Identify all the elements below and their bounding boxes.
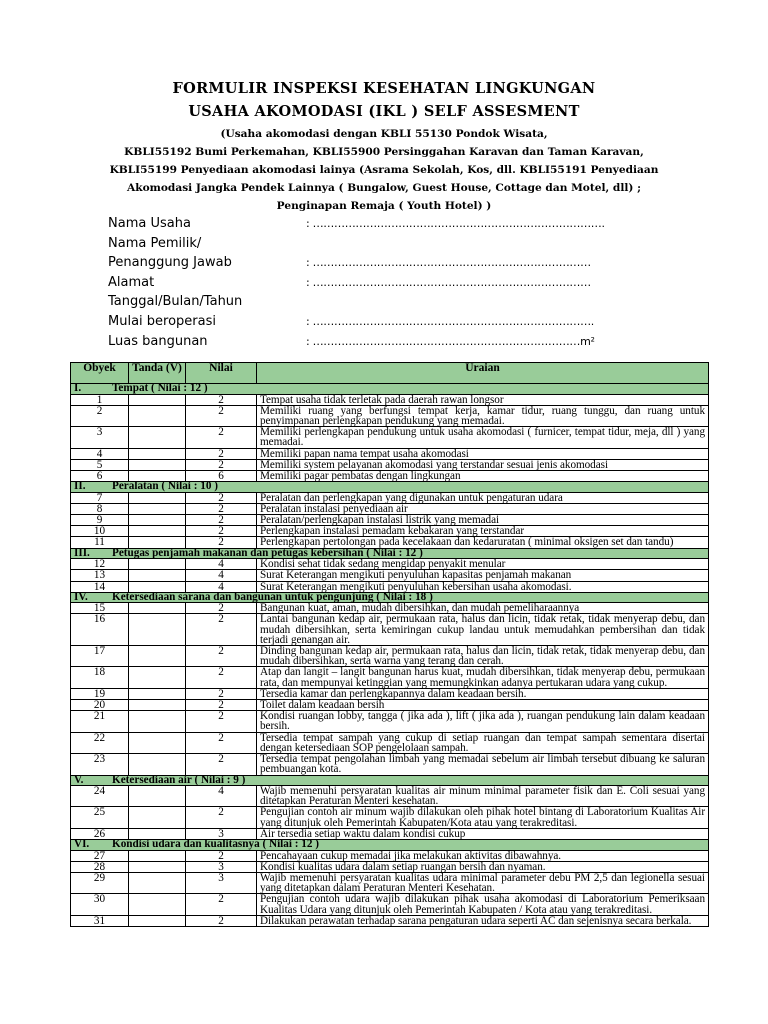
section-row: [71, 840, 709, 851]
item-description: Peralatan/perlengkapan instalasi listrik yang memadai: [257, 515, 709, 526]
field-label: Nama Usaha: [108, 216, 191, 231]
item-description: Perlengkapan pertolongan pada kecelakaan dan kedaruratan ( minimal oksigen set dan tandu): [257, 537, 709, 548]
item-score: 3: [186, 861, 257, 872]
tanda-checkbox-cell[interactable]: [129, 894, 186, 915]
form-scope-line: (Usaha akomodasi dengan KBLI 55130 Pondok Wisata,: [220, 128, 548, 140]
header-uraian: Uraian: [257, 363, 709, 384]
item-description: Toilet dalam keadaan bersih: [257, 700, 709, 711]
item-score: 2: [186, 492, 257, 503]
identity-fields: [108, 214, 668, 351]
item-number: 7: [71, 492, 129, 503]
item-score: 2: [186, 850, 257, 861]
item-number: 10: [71, 526, 129, 537]
tanda-checkbox-cell[interactable]: [129, 570, 186, 581]
item-number: 24: [71, 786, 129, 807]
item-score: 2: [186, 515, 257, 526]
table-row: [71, 526, 709, 537]
item-description: Surat Keterangan mengikuti penyuluhan kebersihan usaha akomodasi.: [257, 581, 709, 592]
item-description: Air tersedia setiap waktu dalam kondisi cukup: [257, 828, 709, 839]
field-nama-pemilik: [108, 234, 668, 254]
item-description: Memiliki papan nama tempat usaha akomodasi: [257, 448, 709, 459]
item-score: 2: [186, 503, 257, 514]
header-obyek: Obyek: [71, 363, 129, 384]
item-description: Peralatan dan perlengkapan yang digunakan untuk pengaturan udara: [257, 492, 709, 503]
item-number: 18: [71, 667, 129, 688]
item-score: 2: [186, 667, 257, 688]
field-label: Alamat: [108, 274, 155, 290]
item-description: Memiliki system pelayanan akomodasi yang terstandar sesuai jenis akomodasi: [257, 459, 709, 470]
item-score: 2: [186, 537, 257, 548]
section-row: [71, 592, 709, 603]
table-row: [71, 559, 709, 570]
section-number: VI.: [74, 838, 90, 851]
item-number: 21: [71, 711, 129, 732]
item-score: 4: [186, 570, 257, 581]
item-description: Kondisi kualitas udara dalam setiap ruangan bersih dan nyaman.: [257, 861, 709, 872]
table-row: [71, 427, 709, 448]
field-label: Luas bangunan: [108, 333, 208, 349]
item-score: 2: [186, 754, 257, 775]
item-description: Atap dan langit – langit bangunan harus kuat, mudah dibersihkan, tidak menyerap debu, permukaan rata, dan mempunyai ketinggian yang memungkinkan adanya pertukaran udara yang cukup.: [257, 667, 709, 688]
table-row: [71, 807, 709, 828]
item-description: Memiliki perlengkapan pendukung untuk usaha akomodasi ( furnicer, tempat tidur, meja, dll ) yang memadai.: [257, 427, 709, 448]
item-number: 1: [71, 394, 129, 405]
item-number: 30: [71, 894, 129, 915]
inspection-table: [70, 362, 709, 927]
section-title: Kondisi udara dan kualitasnya ( Nilai : 12 ): [112, 838, 320, 851]
item-description: Kondisi sehat tidak sedang mengidap penyakit menular: [257, 559, 709, 570]
field-blank[interactable]: : ……………………………………………………………………: [306, 275, 591, 289]
tanda-checkbox-cell[interactable]: [129, 492, 186, 503]
section-row: [71, 775, 709, 786]
item-number: 15: [71, 603, 129, 614]
table-row: [71, 754, 709, 775]
tanda-checkbox-cell[interactable]: [129, 861, 186, 872]
item-description: Kondisi ruangan lobby, tangga ( jika ada ), lift ( jika ada ), ruangan pendukung lain dalam keadaan bersih.: [257, 711, 709, 732]
header-tanda: Tanda (V): [129, 363, 186, 384]
section-number: V.: [74, 773, 84, 786]
item-description: Tempat usaha tidak terletak pada daerah rawan longsor: [257, 394, 709, 405]
item-number: 3: [71, 427, 129, 448]
item-description: Pengujian contoh udara wajib dilakukan pihak usaha akomodasi di Laboratorium Pemeriksaan Kualitas Udara yang ditunjuk oleh Pemerintah Kabupaten / Kota atau yang terakreditasi.: [257, 894, 709, 915]
tanda-checkbox-cell[interactable]: [129, 614, 186, 646]
form-title: FORMULIR INSPEKSI KESEHATAN LINGKUNGAN: [172, 80, 596, 97]
table-row: [71, 614, 709, 646]
tanda-checkbox-cell[interactable]: [129, 526, 186, 537]
item-description: Wajib memenuhi persyaratan kualitas udara minimal parameter debu PM 2,5 dan legionella sesuai yang ditetapkan dalam Peraturan Menteri Kesehatan.: [257, 872, 709, 893]
item-score: 3: [186, 828, 257, 839]
item-description: Memiliki pagar pembatas dengan lingkungan: [257, 470, 709, 481]
section-heading: [71, 548, 709, 559]
item-score: 2: [186, 459, 257, 470]
section-title: Petugas penjamah makanan dan petugas kebersihan ( Nilai : 12 ): [112, 546, 423, 559]
item-number: 16: [71, 614, 129, 646]
item-number: 26: [71, 828, 129, 839]
item-description: Tersedia tempat pengolahan limbah yang memadai sebelum air limbah tersebut dibuang ke saluran pembuangan kota.: [257, 754, 709, 775]
item-score: 2: [186, 394, 257, 405]
item-description: Tersedia kamar dan perlengkapannya dalam keadaan bersih.: [257, 688, 709, 699]
item-score: 4: [186, 559, 257, 570]
tanda-checkbox-cell[interactable]: [129, 786, 186, 807]
tanda-checkbox-cell[interactable]: [129, 872, 186, 893]
table-row: [71, 700, 709, 711]
table-row: [71, 861, 709, 872]
item-score: 4: [186, 581, 257, 592]
item-number: 29: [71, 872, 129, 893]
form-scope-line: KBLI55192 Bumi Perkemahan, KBLI55900 Persinggahan Karavan dan Taman Karavan,: [124, 146, 644, 158]
item-description: Bangunan kuat, aman, mudah dibersihkan, dan mudah pemeliharaannya: [257, 603, 709, 614]
tanda-checkbox-cell[interactable]: [129, 850, 186, 861]
table-row: [71, 603, 709, 614]
field-nama-usaha: [108, 214, 668, 234]
item-description: Dilakukan perawatan terhadap sarana pengaturan udara seperti AC dan sejenisnya secara berkala.: [257, 915, 709, 926]
item-description: Pencahayaan cukup memadai jika melakukan aktivitas dibawahnya.: [257, 850, 709, 861]
item-score: 2: [186, 807, 257, 828]
field-blank[interactable]: : …………………………………………………………………….: [306, 314, 594, 328]
section-heading: [71, 592, 709, 603]
tanda-checkbox-cell[interactable]: [129, 405, 186, 426]
item-description: Memiliki ruang yang berfungsi tempat kerja, kamar tidur, ruang tunggu, dan ruang untuk penyimpanan perlengkapan pendukung yang memadai.: [257, 405, 709, 426]
section-heading: [71, 384, 709, 395]
item-number: 19: [71, 688, 129, 699]
tanda-checkbox-cell[interactable]: [129, 754, 186, 775]
table-row: [71, 786, 709, 807]
item-score: 2: [186, 700, 257, 711]
item-score: 2: [186, 614, 257, 646]
item-number: 28: [71, 861, 129, 872]
item-score: 2: [186, 405, 257, 426]
table-row: [71, 646, 709, 667]
field-blank[interactable]: : ……………………………………………………………………….: [306, 217, 605, 230]
tanda-checkbox-cell[interactable]: [129, 700, 186, 711]
item-score: 2: [186, 688, 257, 699]
field-blank[interactable]: : …………………………………………………………………m²: [306, 334, 595, 348]
table-row: [71, 732, 709, 753]
item-description: Pengujian contoh air minum wajib dilakukan oleh pihak hotel bintang di Laboratorium Kualitas Air yang ditunjuk oleh Pemerintah Kabupaten/Kota atau yang terakreditasi.: [257, 807, 709, 828]
table-row: [71, 405, 709, 426]
section-title: Ketersediaan air ( Nilai : 9 ): [112, 773, 246, 786]
section-row: [71, 548, 709, 559]
section-title: Peralatan ( Nilai : 10 ): [112, 480, 218, 493]
item-number: 9: [71, 515, 129, 526]
header-nilai: Nilai: [186, 363, 257, 384]
tanda-checkbox-cell[interactable]: [129, 448, 186, 459]
form-scope-line: KBLI55199 Penyediaan akomodasi lainya (Asrama Sekolah, Kos, dll. KBLI55191 Penyediaan: [109, 164, 659, 176]
field-label: Nama Pemilik/: [108, 235, 202, 251]
section-title: Ketersediaan sarana dan bangunan untuk pengunjung ( Nilai : 18 ): [112, 590, 433, 603]
tanda-checkbox-cell[interactable]: [129, 394, 186, 405]
field-mulai-beroperasi: [108, 312, 668, 332]
tanda-checkbox-cell[interactable]: [129, 559, 186, 570]
item-score: 2: [186, 894, 257, 915]
item-score: 2: [186, 448, 257, 459]
field-tanggal: [108, 292, 668, 312]
section-number: I.: [74, 382, 82, 394]
item-description: Surat Keterangan mengikuti penyuluhan kapasitas penjamah makanan: [257, 570, 709, 581]
item-score: 2: [186, 427, 257, 448]
item-description: Perlengkapan instalasi pemadam kebakaran yang terstandar: [257, 526, 709, 537]
table-row: [71, 894, 709, 915]
section-heading: [71, 840, 709, 851]
item-score: 2: [186, 915, 257, 926]
section-row: [71, 482, 709, 493]
item-number: 14: [71, 581, 129, 592]
item-number: 6: [71, 470, 129, 481]
tanda-checkbox-cell[interactable]: [129, 427, 186, 448]
item-number: 8: [71, 503, 129, 514]
table-header-row: [71, 363, 709, 384]
section-number: II.: [74, 480, 86, 493]
tanda-checkbox-cell[interactable]: [129, 515, 186, 526]
table-row: [71, 448, 709, 459]
section-row: [71, 384, 709, 395]
item-number: 13: [71, 570, 129, 581]
item-number: 31: [71, 915, 129, 926]
tanda-checkbox-cell[interactable]: [129, 503, 186, 514]
field-label: Mulai beroperasi: [108, 313, 216, 329]
table-row: [71, 850, 709, 861]
item-score: 4: [186, 786, 257, 807]
item-number: 2: [71, 405, 129, 426]
table-row: [71, 515, 709, 526]
form-scope-line: Penginapan Remaja ( Youth Hotel) ): [276, 200, 492, 212]
table-row: [71, 872, 709, 893]
item-number: 4: [71, 448, 129, 459]
field-alamat: [108, 273, 668, 293]
table-row: [71, 688, 709, 699]
field-penanggung-jawab: [108, 253, 668, 273]
tanda-checkbox-cell[interactable]: [129, 915, 186, 926]
item-number: 27: [71, 850, 129, 861]
tanda-checkbox-cell[interactable]: [129, 688, 186, 699]
item-number: 5: [71, 459, 129, 470]
item-score: 2: [186, 732, 257, 753]
item-score: 6: [186, 470, 257, 481]
item-description: Wajib memenuhi persyaratan kualitas air minum minimal parameter fisik dan E. Coli sesuai yang ditetapkan Peraturan Menteri kesehatan.: [257, 786, 709, 807]
tanda-checkbox-cell[interactable]: [129, 711, 186, 732]
field-label: Tanggal/Bulan/Tahun: [108, 294, 243, 310]
tanda-checkbox-cell[interactable]: [129, 732, 186, 753]
section-number: III.: [74, 546, 90, 559]
table-body: [71, 384, 709, 927]
field-luas-bangunan: [108, 332, 668, 352]
item-description: Tersedia tempat sampah yang cukup di setiap ruangan dan tempat sampah sementara disertai dengan ketersediaan SOP pengelolaan sampah.: [257, 732, 709, 753]
item-description: Peralatan instalasi penyediaan air: [257, 503, 709, 514]
table-row: [71, 667, 709, 688]
item-score: 2: [186, 646, 257, 667]
tanda-checkbox-cell[interactable]: [129, 807, 186, 828]
section-heading: [71, 775, 709, 786]
item-number: 17: [71, 646, 129, 667]
field-blank[interactable]: : ……………………………………………………………………: [306, 256, 591, 270]
item-description: Lantai bangunan kedap air, permukaan rata, halus dan licin, tidak retak, tidak menyerap debu, dan mudah dibersihkan, serta kemiringan cukup landau untuk memudahkan pembersihan dan tidak terjadi genangan air.: [257, 614, 709, 646]
table-row: [71, 711, 709, 732]
table-row: [71, 570, 709, 581]
item-number: 20: [71, 700, 129, 711]
item-score: 2: [186, 526, 257, 537]
field-label: Penanggung Jawab: [108, 255, 232, 271]
item-score: 2: [186, 711, 257, 732]
item-number: 11: [71, 537, 129, 548]
table-row: [71, 915, 709, 926]
item-number: 23: [71, 754, 129, 775]
tanda-checkbox-cell[interactable]: [129, 667, 186, 688]
item-score: 3: [186, 872, 257, 893]
item-number: 25: [71, 807, 129, 828]
section-heading: [71, 482, 709, 493]
table-row: [71, 492, 709, 503]
tanda-checkbox-cell[interactable]: [129, 646, 186, 667]
section-title: Tempat ( Nilai : 12 ): [112, 382, 208, 394]
item-number: 22: [71, 732, 129, 753]
tanda-checkbox-cell[interactable]: [129, 459, 186, 470]
item-number: 12: [71, 559, 129, 570]
item-score: 2: [186, 603, 257, 614]
form-subtitle-main: USAHA AKOMODASI (IKL ) SELF ASSESMENT: [188, 103, 580, 120]
table-row: [71, 394, 709, 405]
tanda-checkbox-cell[interactable]: [129, 603, 186, 614]
table-row: [71, 459, 709, 470]
item-description: Dinding bangunan kedap air, permukaan rata, halus dan licin, tidak retak, tidak menyerap debu, dan mudah dibersihkan, serta warna yang terang dan cerah.: [257, 646, 709, 667]
form-scope-line: Akomodasi Jangka Pendek Lainnya ( Bungalow, Guest House, Cottage dan Motel, dll) ;: [127, 182, 641, 194]
table-row: [71, 503, 709, 514]
section-number: IV.: [74, 590, 88, 603]
